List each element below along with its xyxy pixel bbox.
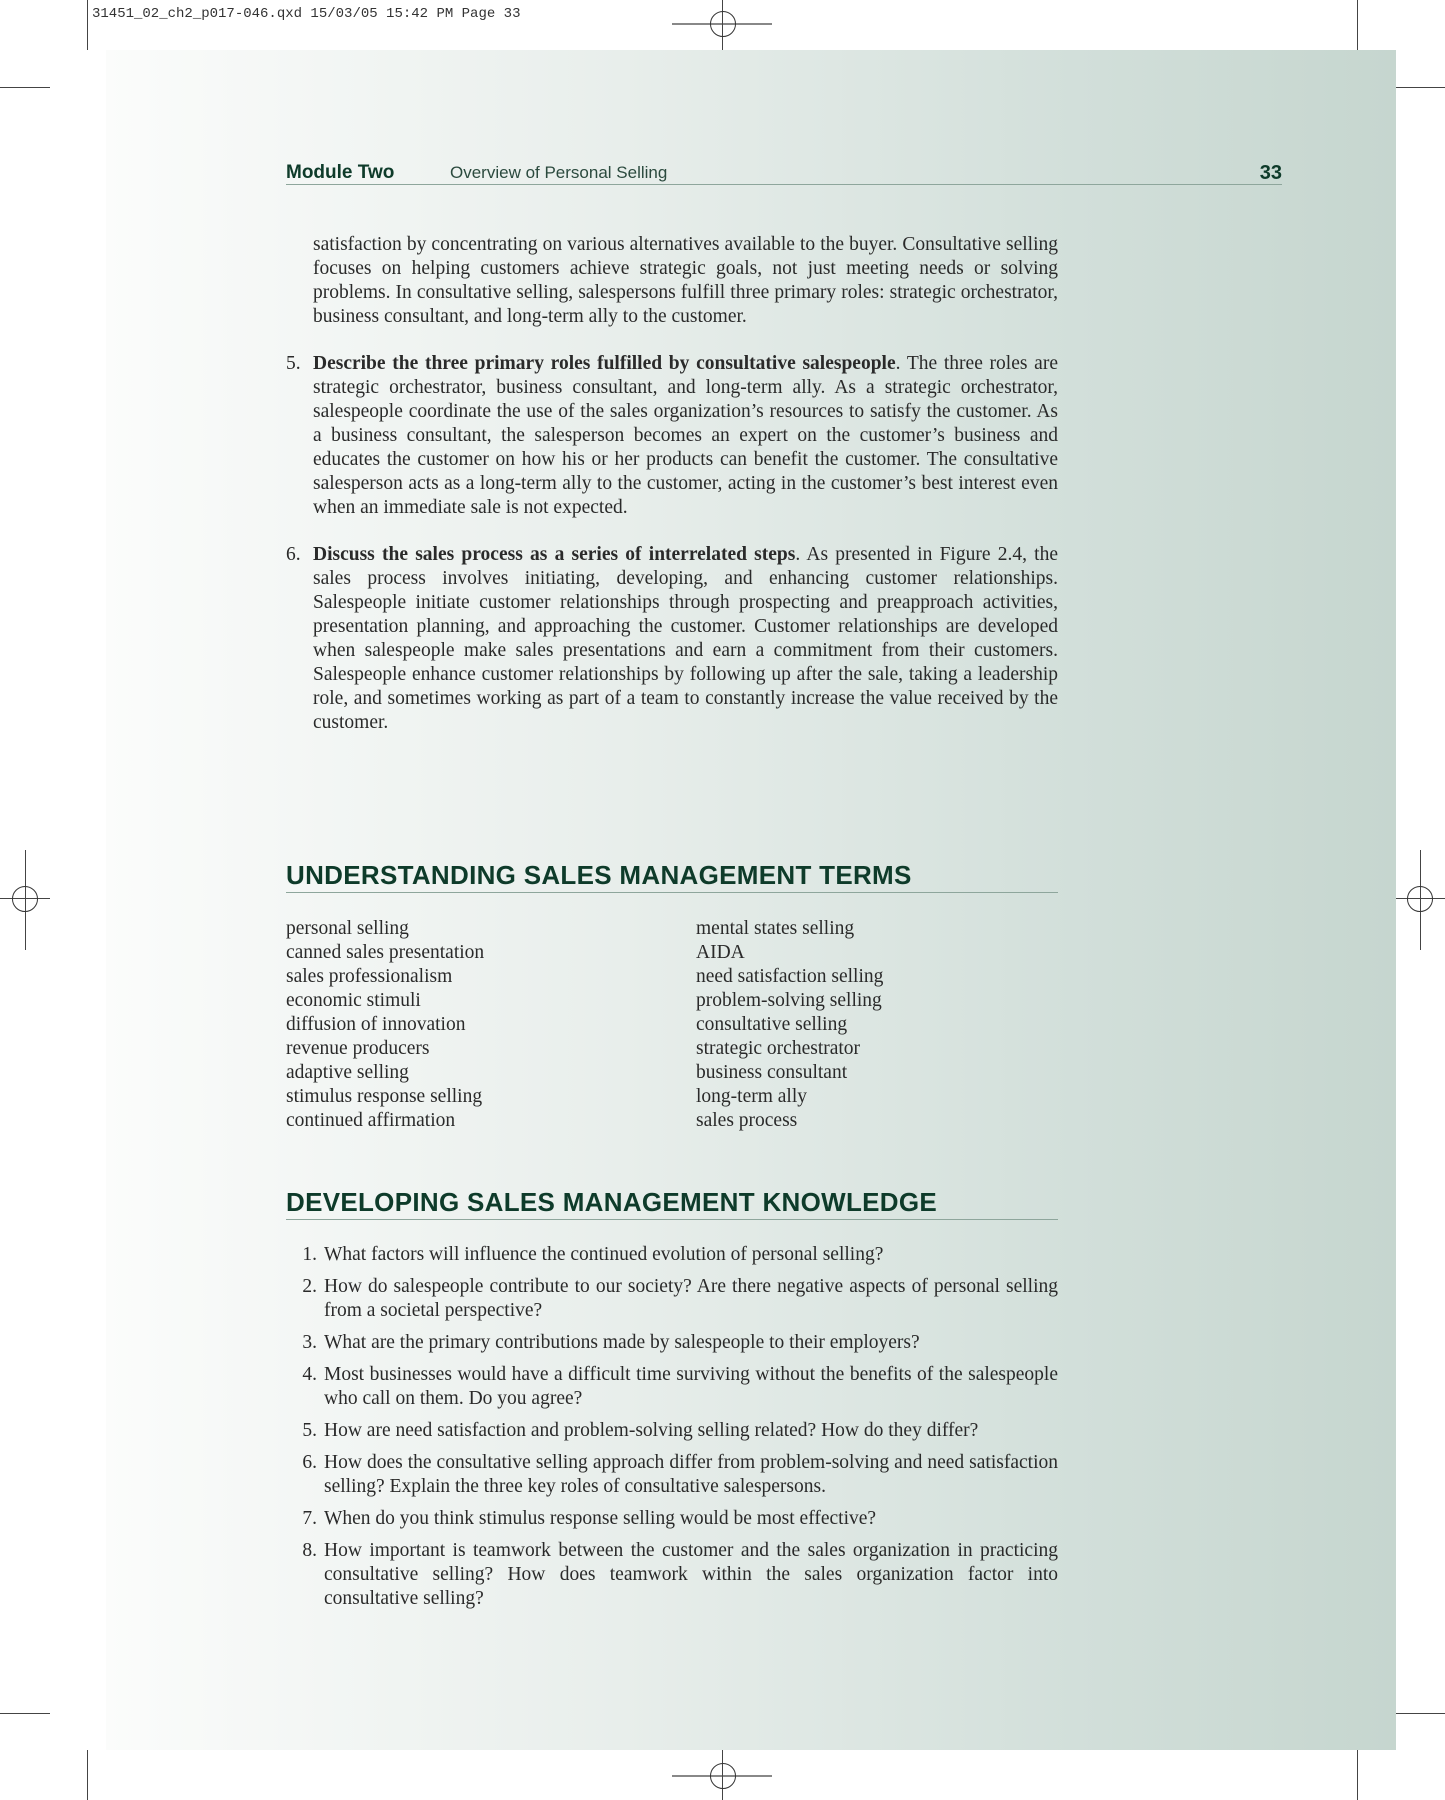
terms-heading: UNDERSTANDING SALES MANAGEMENT TERMS — [286, 860, 1058, 893]
summary-item — [286, 352, 1058, 520]
term: sales process — [696, 1110, 798, 1131]
question-item — [286, 1363, 1058, 1411]
crop-mark — [0, 1713, 50, 1714]
crop-mark — [1395, 87, 1445, 88]
question-item — [286, 1539, 1058, 1611]
question-text: How important is teamwork between the customer and the sales organization in practicing consultative selling? How does teamwork within the sales organization factor into consultative selling? — [324, 1540, 1058, 1609]
crop-mark — [87, 0, 88, 50]
question-item — [286, 1451, 1058, 1499]
term: diffusion of innovation — [286, 1014, 466, 1035]
item-text: . As presented in Figure 2.4, the sales process involves initiating, developing, and enhancing customer relationships. Salespeople initiate customer relationships through prospecting and preapproach activities, presentation planning, and approaching the customer. Customer relationships are developed when salespeople make sales presentations and earn a commitment from their customers. Salespeople enhance customer relationships by following up after the sale, taking a leadership role, and sometimes working as part of a team to constantly increase the value received by the customer. — [313, 544, 1058, 733]
question-text: How are need satisfaction and problem-solving selling related? How do they differ? — [324, 1420, 979, 1441]
question-text: How does the consultative selling approach differ from problem-solving and need satisfaction selling? Explain the three key roles of consultative salespersons. — [324, 1452, 1058, 1497]
term: adaptive selling — [286, 1062, 409, 1083]
term: strategic orchestrator — [696, 1038, 861, 1059]
term: continued affirmation — [286, 1110, 456, 1131]
question-item — [286, 1419, 1058, 1443]
module-label: Module Two — [286, 162, 395, 183]
registration-mark — [12, 886, 38, 912]
term: canned sales presentation — [286, 942, 485, 963]
item-number: 6. — [286, 544, 301, 565]
question-text: What are the primary contributions made by salespeople to their employers? — [324, 1332, 920, 1353]
crop-mark — [1357, 1750, 1358, 1800]
module-title: Overview of Personal Selling — [450, 163, 668, 182]
term: AIDA — [696, 942, 745, 963]
question-text: Most businesses would have a difficult time surviving without the benefits of the salespeople who call on them. Do you agree? — [324, 1364, 1058, 1409]
crop-mark — [0, 87, 50, 88]
knowledge-heading: DEVELOPING SALES MANAGEMENT KNOWLEDGE — [286, 1187, 1058, 1220]
question-number: 2. — [302, 1276, 317, 1297]
question-number: 8. — [302, 1540, 317, 1561]
question-text: What factors will influence the continued evolution of personal selling? — [324, 1244, 884, 1265]
term: problem-solving selling — [696, 990, 882, 1011]
registration-mark — [1407, 886, 1433, 912]
crop-mark — [87, 1750, 88, 1800]
summary-item — [286, 543, 1058, 735]
question-text: How do salespeople contribute to our society? Are there negative aspects of personal selling from a societal perspective? — [324, 1276, 1058, 1321]
questions-list — [286, 1243, 1058, 1619]
question-text: When do you think stimulus response selling would be most effective? — [324, 1508, 877, 1529]
question-item — [286, 1331, 1058, 1355]
term: business consultant — [696, 1062, 848, 1083]
question-item — [286, 1243, 1058, 1267]
registration-mark — [710, 1763, 736, 1789]
term: consultative selling — [696, 1014, 848, 1035]
term: economic stimuli — [286, 990, 421, 1011]
question-number: 6. — [302, 1452, 317, 1473]
question-number: 5. — [302, 1420, 317, 1441]
term: stimulus response selling — [286, 1086, 483, 1107]
item-heading: Discuss the sales process as a series of interrelated steps — [313, 544, 796, 565]
crop-mark — [1395, 1713, 1445, 1714]
summary-section — [286, 233, 1058, 758]
term: mental states selling — [696, 918, 855, 939]
question-number: 4. — [302, 1364, 317, 1385]
term: personal selling — [286, 918, 409, 939]
question-number: 7. — [302, 1508, 317, 1529]
terms-right-column — [696, 917, 883, 1133]
running-header — [286, 160, 1282, 185]
intro-paragraph — [286, 233, 1058, 329]
term: long-term ally — [696, 1086, 808, 1107]
print-slug: 31451_02_ch2_p017-046.qxd 15/03/05 15:42 PM Page 33 — [92, 6, 521, 22]
question-number: 3. — [302, 1332, 317, 1353]
question-number: 1. — [302, 1244, 317, 1265]
item-heading: Describe the three primary roles fulfilled by consultative salespeople — [313, 353, 896, 374]
crop-mark — [1357, 0, 1358, 50]
question-item — [286, 1275, 1058, 1323]
item-text: . The three roles are strategic orchestrator, business consultant, and long-term ally. As a strategic orchestrator, salespeople coordinate the use of the sales organization’s resources to satisfy the customer. As a business consultant, the salesperson becomes an expert on the customer’s business and educates the customer on how his or her products can benefit the customer. The consultative salesperson acts as a long-term ally to the customer, acting in the customer’s best interest even when an immediate sale is not expected. — [313, 353, 1058, 518]
page-number: 33 — [1259, 162, 1282, 184]
question-item — [286, 1507, 1058, 1531]
intro-text: satisfaction by concentrating on various alternatives available to the buyer. Consultative selling focuses on helping customers achieve strategic goals, not just meeting needs or solving problems. In consultative selling, salespersons fulfill three primary roles: strategic orchestrator, business consultant, and long-term ally to the customer. — [313, 234, 1058, 327]
term: need satisfaction selling — [696, 966, 884, 987]
registration-mark — [710, 11, 736, 37]
term: revenue producers — [286, 1038, 430, 1059]
terms-left-column — [286, 917, 484, 1133]
term: sales professionalism — [286, 966, 453, 987]
item-number: 5. — [286, 353, 301, 374]
